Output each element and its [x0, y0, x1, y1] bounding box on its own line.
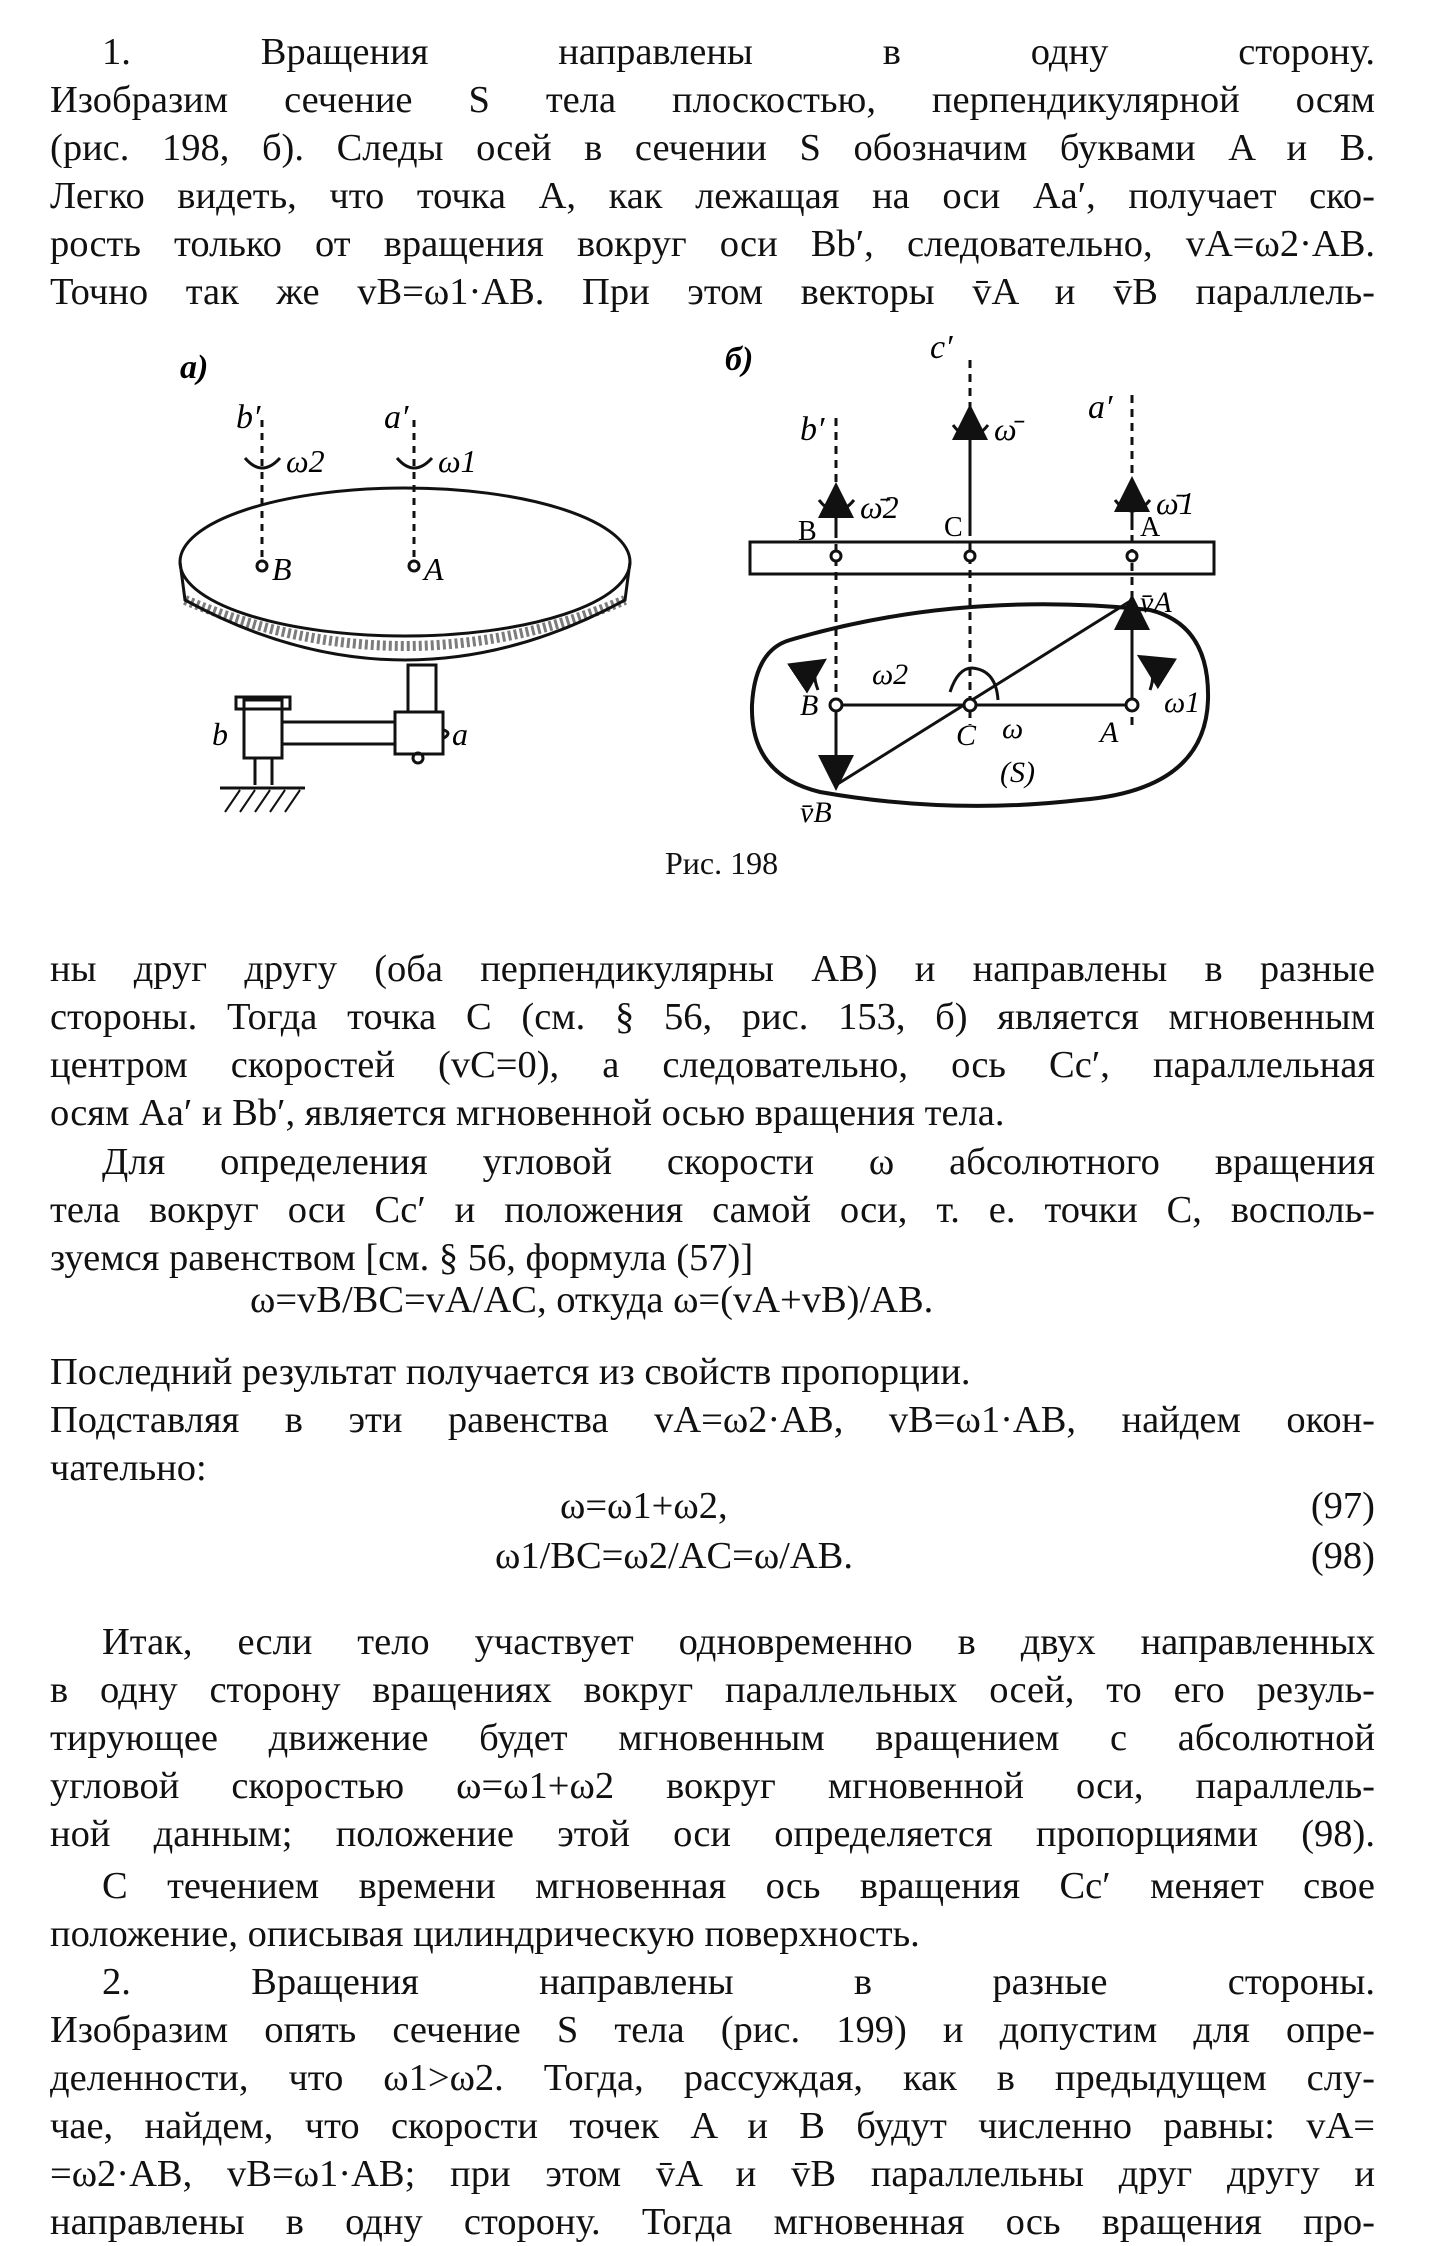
- fig-a-A: A: [424, 551, 444, 587]
- text-line: угловой скоростью ω=ω1+ω2 вокруг мгновенной оси, параллель-: [50, 1765, 1375, 1807]
- text-line: Легко видеть, что точка A, как лежащая на оси Aa′, получает ско-: [50, 175, 1375, 217]
- text-line: чае, найдем, что скорости точек A и B будут численно равны: vA=: [50, 2105, 1375, 2147]
- figure-caption: Рис. 198: [664, 845, 779, 881]
- text-line: тирующее движение будет мгновенным вращением с абсолютной: [50, 1717, 1375, 1759]
- fig-b-B-top: B: [798, 516, 817, 547]
- figure-label-a: а): [180, 349, 209, 386]
- fig-b-w2: ω2: [872, 658, 909, 691]
- text-line: осям Aa′ и Bb′, является мгновенной осью вращения тела.: [50, 1092, 1005, 1134]
- text-line: центром скоростей (vC=0), а следовательно, ось Cc′, параллельная: [50, 1044, 1375, 1086]
- paragraph-4: [50, 1348, 1375, 1492]
- fig-a-B: B: [272, 551, 292, 587]
- fig-b-S: (S): [1000, 756, 1035, 789]
- text-line: Изобразим опять сечение S тела (рис. 199) и допустим для опре-: [50, 2009, 1375, 2051]
- figure-198: [0, 0, 1443, 860]
- fig-a-omega1: ω1: [438, 443, 477, 479]
- fig-b-omega1: ω̄1: [1156, 485, 1195, 521]
- text-line: чательно:: [50, 1447, 207, 1489]
- text-line: (рис. 198, б). Следы осей в сечении S обозначим буквами A и B.: [50, 127, 1375, 169]
- paragraph-5: [50, 1618, 1375, 1858]
- paragraph-2: [50, 945, 1375, 1137]
- fig-b-w1: ω1: [1164, 686, 1201, 719]
- fig-b-vB: v̄B: [800, 796, 832, 829]
- text-line: Изобразим сечение S тела плоскостью, перпендикулярной осям: [50, 79, 1375, 121]
- text-line: Точно так же vB=ω1·AB. При этом векторы v̄A и v̄B параллель-: [50, 271, 1375, 313]
- text-line: Итак, если тело участвует одновременно в двух направленных: [102, 1621, 1375, 1663]
- text-line: С течением времени мгновенная ось вращения Cc′ меняет свое: [102, 1865, 1375, 1907]
- text-line: ной данным; положение этой оси определяется пропорциями (98).: [50, 1813, 1375, 1855]
- equation-98-number: (98): [1310, 1535, 1375, 1577]
- text-line: зуемся равенством [см. § 56, формула (57)]: [50, 1237, 754, 1279]
- fig-b-vA: v̄A: [1140, 586, 1172, 619]
- text-line: =ω2·AB, vB=ω1·AB; при этом v̄A и v̄B параллельны друг другу и: [50, 2153, 1375, 2195]
- fig-b-omega2: ω̄2: [860, 489, 899, 525]
- text-line: ны друг другу (оба перпендикулярны AB) и направлены в разные: [50, 948, 1375, 990]
- equation-97: ω=ω1+ω2,: [560, 1485, 728, 1527]
- equation-97-number: (97): [1310, 1485, 1375, 1527]
- text-line: Последний результат получается из свойств пропорции.: [50, 1351, 971, 1393]
- text-line: направлены в одну сторону. Тогда мгновенная ось вращения про-: [50, 2201, 1375, 2243]
- text-line: Подставляя в эти равенства vA=ω2·AB, vB=ω1·AB, найдем окон-: [50, 1399, 1375, 1441]
- fig-b-C-top: C: [944, 512, 963, 543]
- fig-b-w: ω: [1002, 712, 1024, 745]
- text-line: Для определения угловой скорости ω абсолютного вращения: [102, 1141, 1375, 1183]
- paragraph-7: [50, 1958, 1375, 2246]
- fig-a-omega2: ω2: [286, 443, 325, 479]
- fig-b-A: A: [1100, 716, 1119, 749]
- fig-a-b-prime: b′: [236, 399, 261, 436]
- fig-b-b-prime: b′: [800, 411, 825, 448]
- fig-a-a-prime: a′: [384, 399, 409, 436]
- text-line: в одну сторону вращениях вокруг параллельных осей, то его резуль-: [50, 1669, 1375, 1711]
- fig-b-B: B: [800, 689, 819, 722]
- equation-98: ω1/BC=ω2/AC=ω/AB.: [495, 1535, 853, 1577]
- fig-b-a-prime: a′: [1088, 389, 1113, 426]
- text-line: положение, описывая цилиндрическую поверхность.: [50, 1913, 920, 1955]
- figure-label-b: б): [725, 341, 754, 378]
- fig-b-C: C: [956, 719, 977, 752]
- formula-omega: ω=vB/BC=vA/AC, откуда ω=(vA+vB)/AB.: [250, 1279, 934, 1321]
- paragraph-6: [50, 1862, 1375, 1958]
- text-line: 1. Вращения направлены в одну сторону.: [102, 31, 1375, 73]
- fig-b-c-prime: c′: [930, 329, 953, 366]
- fig-a-b: b: [212, 716, 228, 752]
- fig-a-a: a: [452, 716, 468, 752]
- text-line: 2. Вращения направлены в разные стороны.: [102, 1961, 1375, 2003]
- figure-a-drawing: [180, 420, 630, 812]
- text-line: тела вокруг оси Cc′ и положения самой оси, т. е. точки C, восполь-: [50, 1189, 1375, 1231]
- text-line: стороны. Тогда точка C (см. § 56, рис. 153, б) является мгновенным: [50, 996, 1375, 1038]
- text-line: деленности, что ω1>ω2. Тогда, рассуждая, как в предыдущем слу-: [50, 2057, 1375, 2099]
- fig-b-A-top: A: [1140, 512, 1161, 543]
- text-line: рость только от вращения вокруг оси Bb′, следовательно, vA=ω2·AB.: [50, 223, 1375, 265]
- paragraph-3: [50, 1138, 1375, 1282]
- fig-b-omega: ω̄: [994, 411, 1017, 447]
